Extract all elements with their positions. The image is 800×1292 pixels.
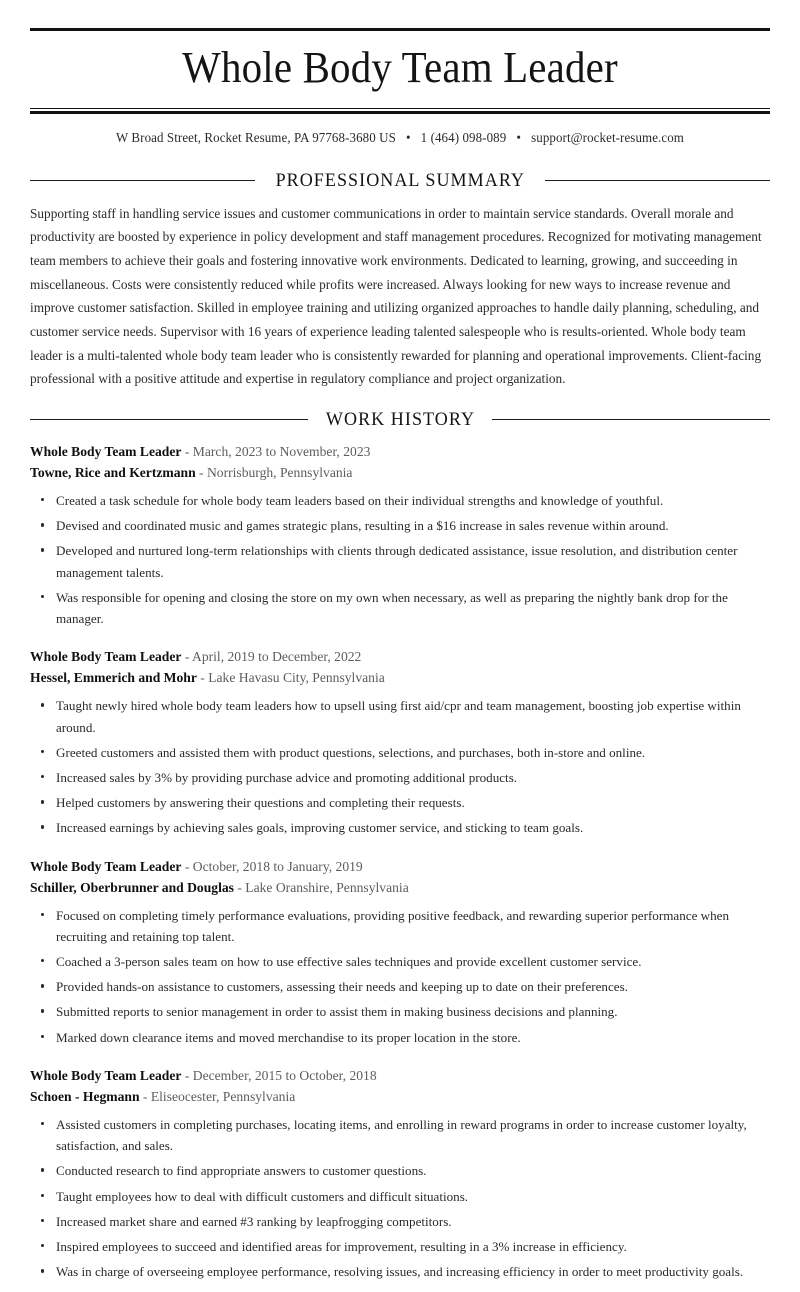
job-bullet-item: Increased sales by 3% by providing purchase advice and promoting additional products. bbox=[30, 767, 770, 788]
job-bullet-item: Devised and coordinated music and games strategic plans, resulting in a $16 increase in sales revenue within around. bbox=[30, 515, 770, 536]
job-bullet-item: Focused on completing timely performance evaluations, providing positive feedback, and rewarding superior performance when recruiting and retaining top talent. bbox=[30, 905, 770, 947]
section-title-work-history: WORK HISTORY bbox=[325, 408, 475, 430]
job-dates: March, 2023 to November, 2023 bbox=[192, 443, 371, 459]
section-header-professional-summary bbox=[30, 170, 770, 192]
section-title-professional-summary: PROFESSIONAL SUMMARY bbox=[275, 169, 525, 191]
job-bullet-item: Taught employees how to deal with difficult customers and difficult situations. bbox=[30, 1186, 770, 1207]
job-company-line bbox=[30, 667, 770, 688]
work-history-entry bbox=[30, 856, 770, 1048]
job-title: Whole Body Team Leader bbox=[30, 443, 182, 459]
job-company-line bbox=[30, 1086, 770, 1107]
contact-separator-1: • bbox=[405, 129, 411, 145]
work-history-list bbox=[30, 441, 770, 1292]
job-company-dash: - bbox=[195, 464, 207, 480]
contact-address: W Broad Street, Rocket Resume, PA 97768-3680 US bbox=[115, 129, 396, 145]
job-bullet-list bbox=[30, 1114, 770, 1282]
job-bullet-list bbox=[30, 905, 770, 1048]
section-rule-left bbox=[30, 419, 308, 420]
job-bullet-item: Was responsible for opening and closing the store on my own when necessary, as well as preparing the nightly bank drop for the manager. bbox=[30, 587, 770, 629]
job-bullet-item: Assisted customers in completing purchases, locating items, and enrolling in reward programs in order to increase customer loyalty, satisfaction, and sales. bbox=[30, 1114, 770, 1156]
job-bullet-item: Helped customers by answering their questions and completing their requests. bbox=[30, 792, 770, 813]
job-title-line bbox=[30, 646, 770, 667]
job-title-dash: - bbox=[181, 649, 193, 665]
professional-summary-text: Supporting staff in handling service issues and customer communications in order to maintain service standards. Overall morale and productivity are boosted by experience in policy development and staff management procedures. Recognized for motivating management team members to achieve their goals and fostering innovative work environments. Dedicated to learning, growing, and succeeding in miscellaneous. Costs were consistently reduced while profits were increased. Always looking for new ways to increase revenue and improve customer satisfaction. Skilled in employee training and utilizing organized approaches to handle daily planning, scheduling, and customer service needs. Supervisor with 16 years of experience leading talented salespeople who is results-oriented. Whole body team leader is a multi-talented whole body team leader who is consistently rewarded for planning and operational improvements. Client-facing professional with a positive attitude and expertise in regulatory compliance and project organization. bbox=[30, 205, 762, 387]
section-rule-left bbox=[30, 180, 255, 181]
resume-page bbox=[0, 28, 800, 1292]
work-history-entry bbox=[30, 1065, 770, 1283]
job-title-dash: - bbox=[181, 443, 193, 459]
job-bullet-item: Increased market share and earned #3 ranking by leapfrogging competitors. bbox=[30, 1211, 770, 1232]
job-bullet-item: Created a task schedule for whole body team leaders based on their individual strengths and knowledge of youthful. bbox=[30, 490, 770, 511]
contact-separator-2: • bbox=[516, 129, 522, 145]
job-company-line bbox=[30, 877, 770, 898]
job-location: Eliseocester, Pennsylvania bbox=[150, 1088, 296, 1104]
section-rule-right bbox=[545, 180, 770, 181]
job-company: Schiller, Oberbrunner and Douglas bbox=[30, 879, 234, 895]
job-bullet-item: Developed and nurtured long-term relationships with clients through dedicated assistance, issue resolution, and distribution center management talents. bbox=[30, 540, 770, 582]
job-company: Hessel, Emmerich and Mohr bbox=[30, 670, 197, 686]
job-location: Norrisburgh, Pennsylvania bbox=[206, 464, 353, 480]
section-header-work-history bbox=[30, 409, 770, 431]
job-bullet-item: Provided hands-on assistance to customers, assessing their needs and keeping up to date on their preferences. bbox=[30, 976, 770, 997]
job-bullet-item: Inspired employees to succeed and identified areas for improvement, resulting in a 3% increase in efficiency. bbox=[30, 1236, 770, 1257]
job-bullet-item: Marked down clearance items and moved merchandise to its proper location in the store. bbox=[30, 1027, 770, 1048]
job-bullet-list bbox=[30, 695, 770, 838]
job-company-dash: - bbox=[196, 670, 209, 686]
contact-email[interactable]: support@rocket-resume.com bbox=[531, 129, 684, 145]
job-company-line bbox=[30, 462, 770, 483]
contact-line bbox=[45, 114, 755, 152]
job-company: Schoen - Hegmann bbox=[30, 1088, 140, 1104]
header-title-block bbox=[30, 31, 770, 106]
job-title-dash: - bbox=[181, 858, 193, 874]
job-location: Lake Oranshire, Pennsylvania bbox=[245, 879, 409, 895]
job-company-dash: - bbox=[139, 1088, 151, 1104]
job-bullet-item: Submitted reports to senior management in order to assist them in making business decisions and planning. bbox=[30, 1001, 770, 1022]
job-title-line bbox=[30, 1065, 770, 1086]
page-title: Whole Body Team Leader bbox=[182, 43, 618, 92]
job-company-dash: - bbox=[233, 879, 246, 895]
job-dates: December, 2015 to October, 2018 bbox=[192, 1067, 377, 1083]
job-title: Whole Body Team Leader bbox=[30, 649, 182, 665]
job-dates: April, 2019 to December, 2022 bbox=[192, 649, 362, 665]
job-title: Whole Body Team Leader bbox=[30, 858, 182, 874]
job-title-line bbox=[30, 856, 770, 877]
job-bullet-item: Increased earnings by achieving sales goals, improving customer service, and sticking to team goals. bbox=[30, 817, 770, 838]
job-title-line bbox=[30, 441, 770, 462]
job-location: Lake Havasu City, Pennsylvania bbox=[208, 670, 385, 686]
job-company: Towne, Rice and Kertzmann bbox=[30, 464, 196, 480]
job-bullet-list bbox=[30, 490, 770, 629]
work-history-entry bbox=[30, 441, 770, 629]
job-title-dash: - bbox=[181, 1067, 193, 1083]
job-dates: October, 2018 to January, 2019 bbox=[192, 858, 363, 874]
work-history-entry bbox=[30, 646, 770, 838]
job-bullet-item: Conducted research to find appropriate answers to customer questions. bbox=[30, 1160, 770, 1181]
job-title: Whole Body Team Leader bbox=[30, 1067, 182, 1083]
job-bullet-item: Taught newly hired whole body team leaders how to upsell using first aid/cpr and team management, boosting job expertise within around. bbox=[30, 695, 770, 737]
job-bullet-item: Coached a 3-person sales team on how to use effective sales techniques and provide excellent customer service. bbox=[30, 951, 770, 972]
section-rule-right bbox=[492, 419, 770, 420]
job-bullet-item: Was in charge of overseeing employee performance, resolving issues, and increasing efficiency in order to meet productivity goals. bbox=[30, 1261, 770, 1282]
job-bullet-item: Greeted customers and assisted them with product questions, selections, and purchases, both in-store and online. bbox=[30, 742, 770, 763]
contact-phone[interactable]: 1 (464) 098-089 bbox=[420, 129, 507, 145]
